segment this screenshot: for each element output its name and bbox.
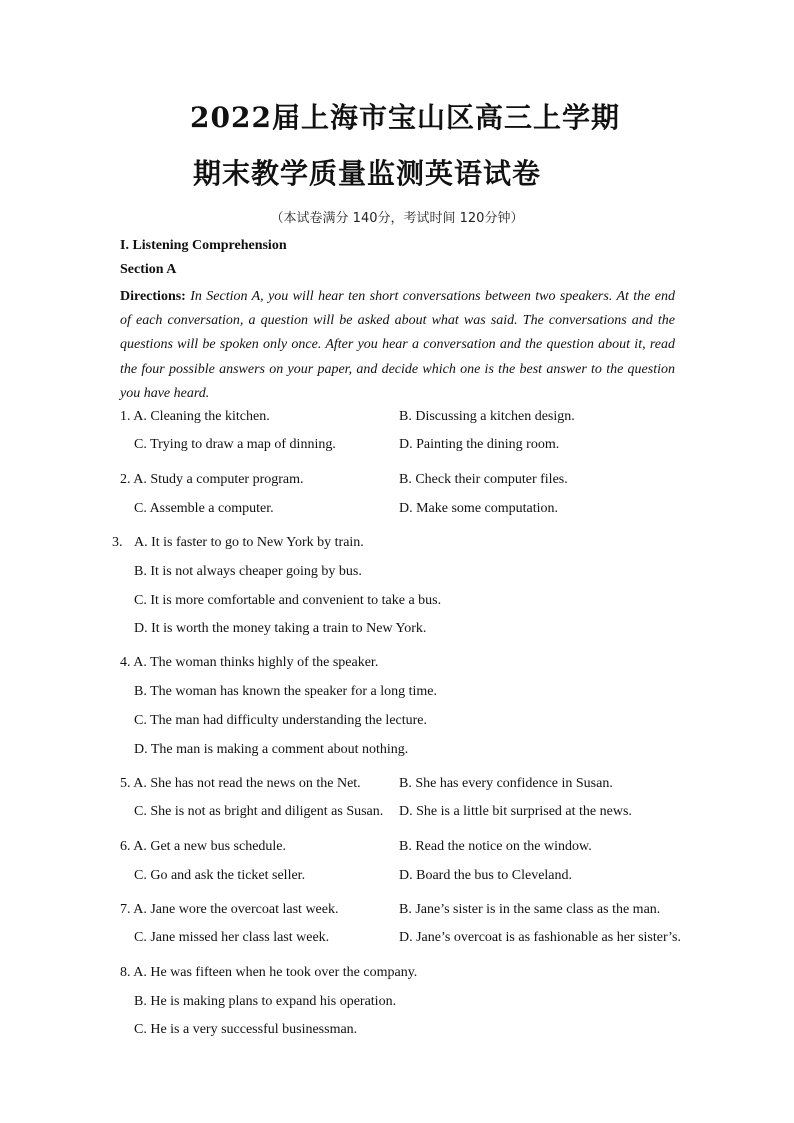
directions-label: Directions: — [120, 289, 186, 304]
q2-option-b: B. Check their computer files. — [399, 472, 568, 487]
q8-option-a: 8. A. He was fifteen when he took over the company. — [120, 965, 418, 980]
q4-option-c: C. The man had difficulty understanding the lecture. — [134, 713, 428, 728]
directions-paragraph — [120, 285, 675, 406]
q3-option-b: B. It is not always cheaper going by bus. — [134, 564, 362, 579]
q2-option-a: 2. A. Study a computer program. — [120, 472, 304, 487]
q1-option-c: C. Trying to draw a map of dinning. — [134, 437, 336, 452]
q5-option-a: 5. A. She has not read the news on the Net. — [120, 776, 361, 791]
q1-option-a: 1. A. Cleaning the kitchen. — [120, 409, 270, 424]
q4-option-d: D. The man is making a comment about nothing. — [134, 742, 409, 757]
q6-option-d: D. Board the bus to Cleveland. — [399, 868, 573, 883]
q3-option-d: D. It is worth the money taking a train to New York. — [134, 621, 427, 636]
q1-option-d: D. Painting the dining room. — [399, 437, 560, 452]
q7-option-c: C. Jane missed her class last week. — [134, 930, 330, 945]
q8-option-c: C. He is a very successful businessman. — [134, 1022, 358, 1037]
part-heading: I. Listening Comprehension — [120, 238, 287, 253]
q3-option-a: A. It is faster to go to New York by train. — [134, 535, 364, 550]
q5-option-b: B. She has every confidence in Susan. — [399, 776, 613, 791]
q6-option-c: C. Go and ask the ticket seller. — [134, 868, 306, 883]
q4-option-b: B. The woman has known the speaker for a long time. — [134, 684, 438, 699]
q5-option-c: C. She is not as bright and diligent as Susan. — [134, 804, 384, 819]
q6-option-b: B. Read the notice on the window. — [399, 839, 592, 854]
q5-option-d: D. She is a little bit surprised at the news. — [399, 804, 632, 819]
section-heading: Section A — [120, 262, 177, 277]
q1-option-b: B. Discussing a kitchen design. — [399, 409, 575, 424]
q3-number: 3. — [112, 535, 123, 550]
q7-option-d: D. Jane’s overcoat is as fashionable as her sister’s. — [399, 930, 681, 945]
q7-option-b: B. Jane’s sister is in the same class as the man. — [399, 902, 661, 917]
directions-text: In Section A, you will hear ten short conversations between two speakers. At the end of each conversation, a question will be asked about what was said. The conversations and the questions will be spoken only once. After you hear a conversation and the question about it, read the four possible answers on your paper, and decide which one is the best answer to the question you have heard. — [120, 289, 675, 401]
q2-option-d: D. Make some computation. — [399, 501, 559, 516]
exam-subtitle: （本试卷满分 140分，考试时间 120分钟） — [270, 211, 524, 226]
q3-option-c: C. It is more comfortable and convenient to take a bus. — [134, 593, 442, 608]
q8-option-b: B. He is making plans to expand his operation. — [134, 994, 397, 1009]
q4-option-a: 4. A. The woman thinks highly of the speaker. — [120, 655, 379, 670]
exam-title-line-2: 期末教学质量监测英语试卷 — [192, 157, 541, 190]
q7-option-a: 7. A. Jane wore the overcoat last week. — [120, 902, 339, 917]
q6-option-a: 6. A. Get a new bus schedule. — [120, 839, 287, 854]
exam-title-line-1: 2022届上海市宝山区高三上学期 — [190, 101, 620, 134]
q2-option-c: C. Assemble a computer. — [134, 501, 274, 516]
